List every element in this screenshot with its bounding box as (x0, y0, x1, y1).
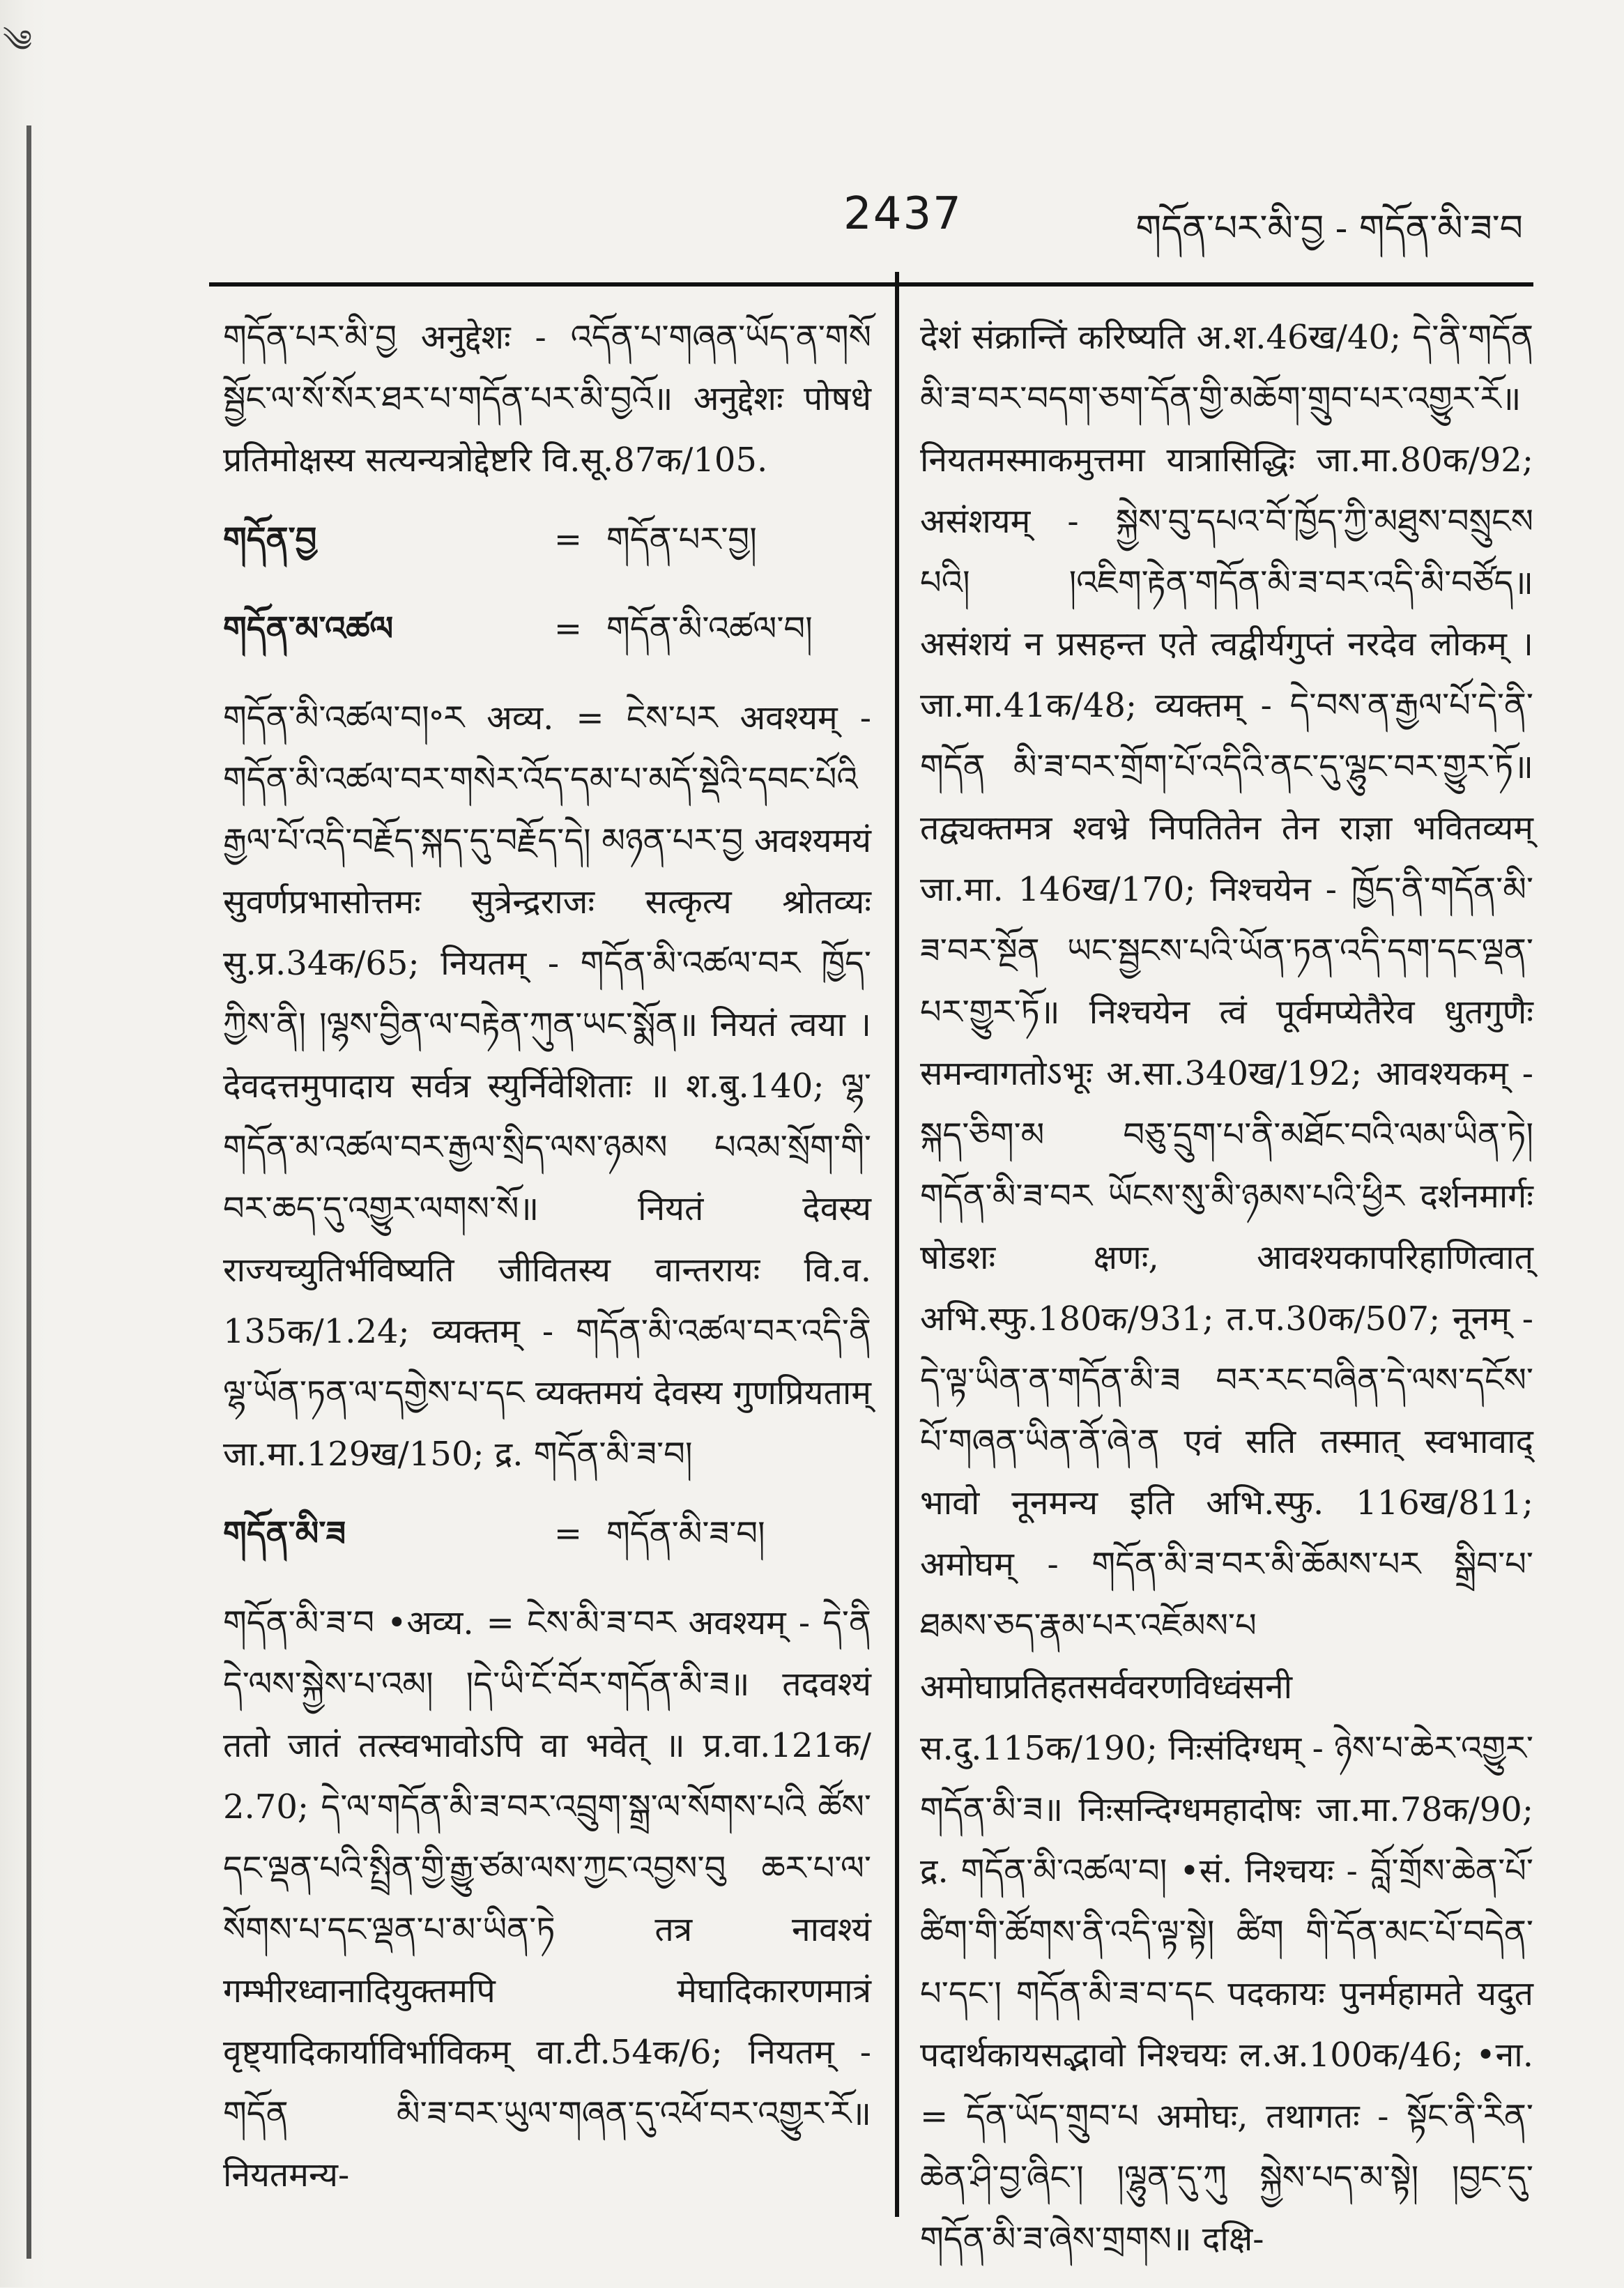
binding-line (26, 125, 31, 2259)
column-divider (895, 272, 899, 2217)
left-column (223, 307, 871, 2224)
entry-text: देशं संक्रान्तिं करिष्यति अ.श.46ख/40; དེ་ནི་གདོན མི་ཟ་བར་བདག་ཅག་དོན་གྱི་མཆོག་གྲུབ་པར་འགྱུར་རོ॥ नियतमस्माकमुत्तमा यात्रासिद्धिः जा.मा.80क/92; असंशयम् - སྐྱེས་བུ་དཔའ་བོ་ཁྱོད་ཀྱི་མཐུས་བསྲུངས པའི། །འཇིག་རྟེན་གདོན་མི་ཟ་བར་འདི་མི་བཙོད॥ असंशयं न प्रसहन्त एते त्वद्वीर्यगुप्तं नरदेव लोकम् । जा.मा.41क/48; व्यक्तम् - དེ་བས་ན་རྒྱལ་པོ་དེ་ནི་གདོན མི་ཟ་བར་གྲོག་པོ་འདིའི་ནང་དུ་ལྷུང་བར་གྱུར་ཏོ॥ तद्व्यक्तमत्र श्वभ्रे निपतितेन तेन राज्ञा भवितव्यम् जा.मा. 146ख/170; निश्चयेन - ཁྱོད་ནི་གདོན་མི་ཟ་བར་སྔོན ཡང་སྦྱངས་པའི་ཡོན་ཏན་འདི་དག་དང་ལྡན་པར་གྱུར་ཏོ॥ निश्चयेन त्वं पूर्वमप्येतैरेव धुतगुणैः समन्वागतोऽभूः अ.सा.340ख/192; आवश्यकम् - སྐད་ཅིག་མ བཅུ་དྲུག་པ་ནི་མཐོང་བའི་ལམ་ཡིན་ཏེ། གདོན་མི་ཟ་བར ཡོངས་སུ་མི་ཉམས་པའི་ཕྱིར दर्शनमार्गः षोडशः क्षणः, आवश्यकापरिहाणित्वात् अभि.स्फु.180क/931; त.प.30क/507; नूनम् - དེ་ལྟ་ཡིན་ན་གདོན་མི་ཟ བར་རང་བཞིན་དེ་ལས་དངོས་པོ་གཞན་ཡིན་ནོ་ཞེ་ན एवं सति तस्मात् स्वभावाद् भावो नूनमन्य इति अभि.स्फु. 116ख/811; अमोघम् - གདོན་མི་ཟ་བར་མི་ཆོམས་པར སྒྲིབ་པ་ཐམས་ཅད་རྣམ་པར་འཇོམས་པ अमोघाप्रतिहतसर्ववरणविध्वंसनी स.दु.115क/190; निःसंदिग्धम् - ཉེས་པ་ཆེར་འགྱུར་གདོན་མི་ཟ॥ निःसन्दिग्धमहादोषः जा.मा.78क/90; द्र. གདོན་མི་འཚལ་བ། •सं. निश्चयः - བློ་གྲོས་ཆེན་པོ་ཚིག་གི་ཚོགས་ནི་འདི་ལྟ་སྟེ། ཚིག གི་དོན་མང་པོ་བདེན་པ་དང་། གདོན་མི་ཟ་བ་དང पदकायः पुनर्महामते यदुत पदार्थकायसद्भावो निश्चयः ल.अ.100क/46; •ना. = དོན་ཡོད་གྲུབ་པ अमोघः, तथागतः - སྟོང་ནི་རིན་ཆེན་ཤི་བྱ་ཞིང་། །ལྷུན་དུ་ཀུ སྐྱེས་པད་མ་སྟེ། །བྱང་དུ་གདོན་མི་ཟ་ཞེས་གྲགས॥ दक्षि- (920, 318, 1533, 2259)
entry-text: གདོན་མི་ཟ་བ •अव्य. = ངེས་མི་ཟ་བར अवश्यम् - དེ་ནི དེ་ལས་སྐྱེས་པ་འམ། །དེ་ཡི་ངོ་བོར་གདོན་མི་ཟ॥ तदवश्यं ततो जातं तत्स्वभावोऽपि वा भवेत् ॥ प्र.वा.121क/ 2.70; དེ་ལ་གདོན་མི་ཟ་བར་འབྲུག་སྒྲ་ལ་སོགས་པའི ཚོས་དང་ལྡན་པའི་སྤྲིན་གྱི་རྒྱུ་ཙམ་ལས་ཀྱང་འབྱས་བུ ཆར་པ་ལ་སོགས་པ་དང་ལྡན་པ་མ་ཡིན་ཏེ तत्र नावश्यं गम्भीरध्वानादियुक्तमपि मेघादिकारणमात्रं वृष्ट्यादिकार्याविर्भाविकम् वा.टी.54क/6; नियतम् - གདོན མི་ཟ་བར་ཡུལ་གཞན་དུ་འཕོ་བར་འགྱུར་རོ॥ नियतमन्य- (223, 1603, 871, 2195)
xref-term: གདོན་མ་འཚལ (223, 609, 394, 648)
right-column (920, 307, 1533, 2288)
entry-text: གདོན་པར་མི་བྱ अनुद्देशः - འདོན་པ་གཞན་ཡོད་ན་གསོ སྦྱོང་ལ་སོ་སོར་ཐར་པ་གདོན་པར་མི་བྱའོ॥ अनुद्देशः पोषधे प्रतिमोक्षस्य सत्यन्यत्रोद्देष्टरि वि.सू.87क/105. (223, 318, 871, 480)
binding-mark-icon: ༄ (3, 24, 33, 59)
entry-niyatam (223, 1592, 871, 2206)
xref-term: གདོན་བྱ (223, 520, 317, 559)
entry-continuation (920, 307, 1533, 2270)
page-number: 2437 (843, 188, 963, 240)
xref-equals: = (553, 609, 583, 648)
xref-target: གདོན་མི་ཟ་བ། (606, 1514, 765, 1553)
xref-equals: = (553, 1514, 583, 1553)
cross-reference (223, 1503, 871, 1564)
entry-anudesha (223, 307, 871, 491)
scan-edge (0, 0, 49, 2287)
header-rule (209, 282, 1533, 287)
entry-text: གདོན་མི་འཚལ་བ།॰ར अव्य. = ངེས་པར अवश्यम् - གདོན་མི་འཚལ་བར་གསེར་འོད་དམ་པ་མདོ་སྡེའི་དབང་པོའི རྒྱལ་པོ་འདི་བརྗོད་སྐད་དུ་བརྗོད་དེ། མཉན་པར་བྱ अवश्यमयं सुवर्णप्रभासोत्तमः सुत्रेन्द्रराजः सत्कृत्य श्रोतव्यः सु.प्र.34क/65; नियतम् - གདོན་མི་འཚལ་བར ཁྱོད་ཀྱིས་ནི། །ལྷས་བྱིན་ལ་བརྟེན་ཀུན་ཡང་སྨོན॥ नियतं त्वया । देवदत्तमुपादाय सर्वत्र स्युर्निवेशिताः ॥ श.बु.140; ལྷ་གདོན་མ་འཚལ་བར་རྒྱལ་སྲིད་ལས་ཉམས པའམ་སྲོག་གི་བར་ཆད་དུ་འགྱུར་ལགས་སོ॥ नियतं देवस्य राज्यच्युतिर्भविष्यति जीवितस्य वान्तरायः वि.व. 135क/1.24; व्यक्तम् - གདོན་མི་འཚལ་བར་འདི་ནི ལྷ་ཡོན་ཏན་ལ་དགྱེས་པ་དང व्यक्तमयं देवस्य गुणप्रियताम् जा.मा.129ख/150; द्र. གདོན་མི་ཟ་བ། (223, 699, 871, 1474)
cross-reference (223, 598, 871, 659)
running-head: གདོན་པར་མི་བྱ - གདོན་མི་ཟ་བ (1135, 208, 1523, 250)
cross-reference (223, 509, 871, 570)
entry-avashyam (223, 687, 871, 1485)
xref-equals: = (553, 520, 583, 559)
xref-target: གདོན་མི་འཚལ་བ། (606, 609, 813, 648)
xref-target: གདོན་པར་བྱ། (606, 520, 757, 559)
xref-term: གདོན་མི་ཟ (223, 1514, 346, 1553)
